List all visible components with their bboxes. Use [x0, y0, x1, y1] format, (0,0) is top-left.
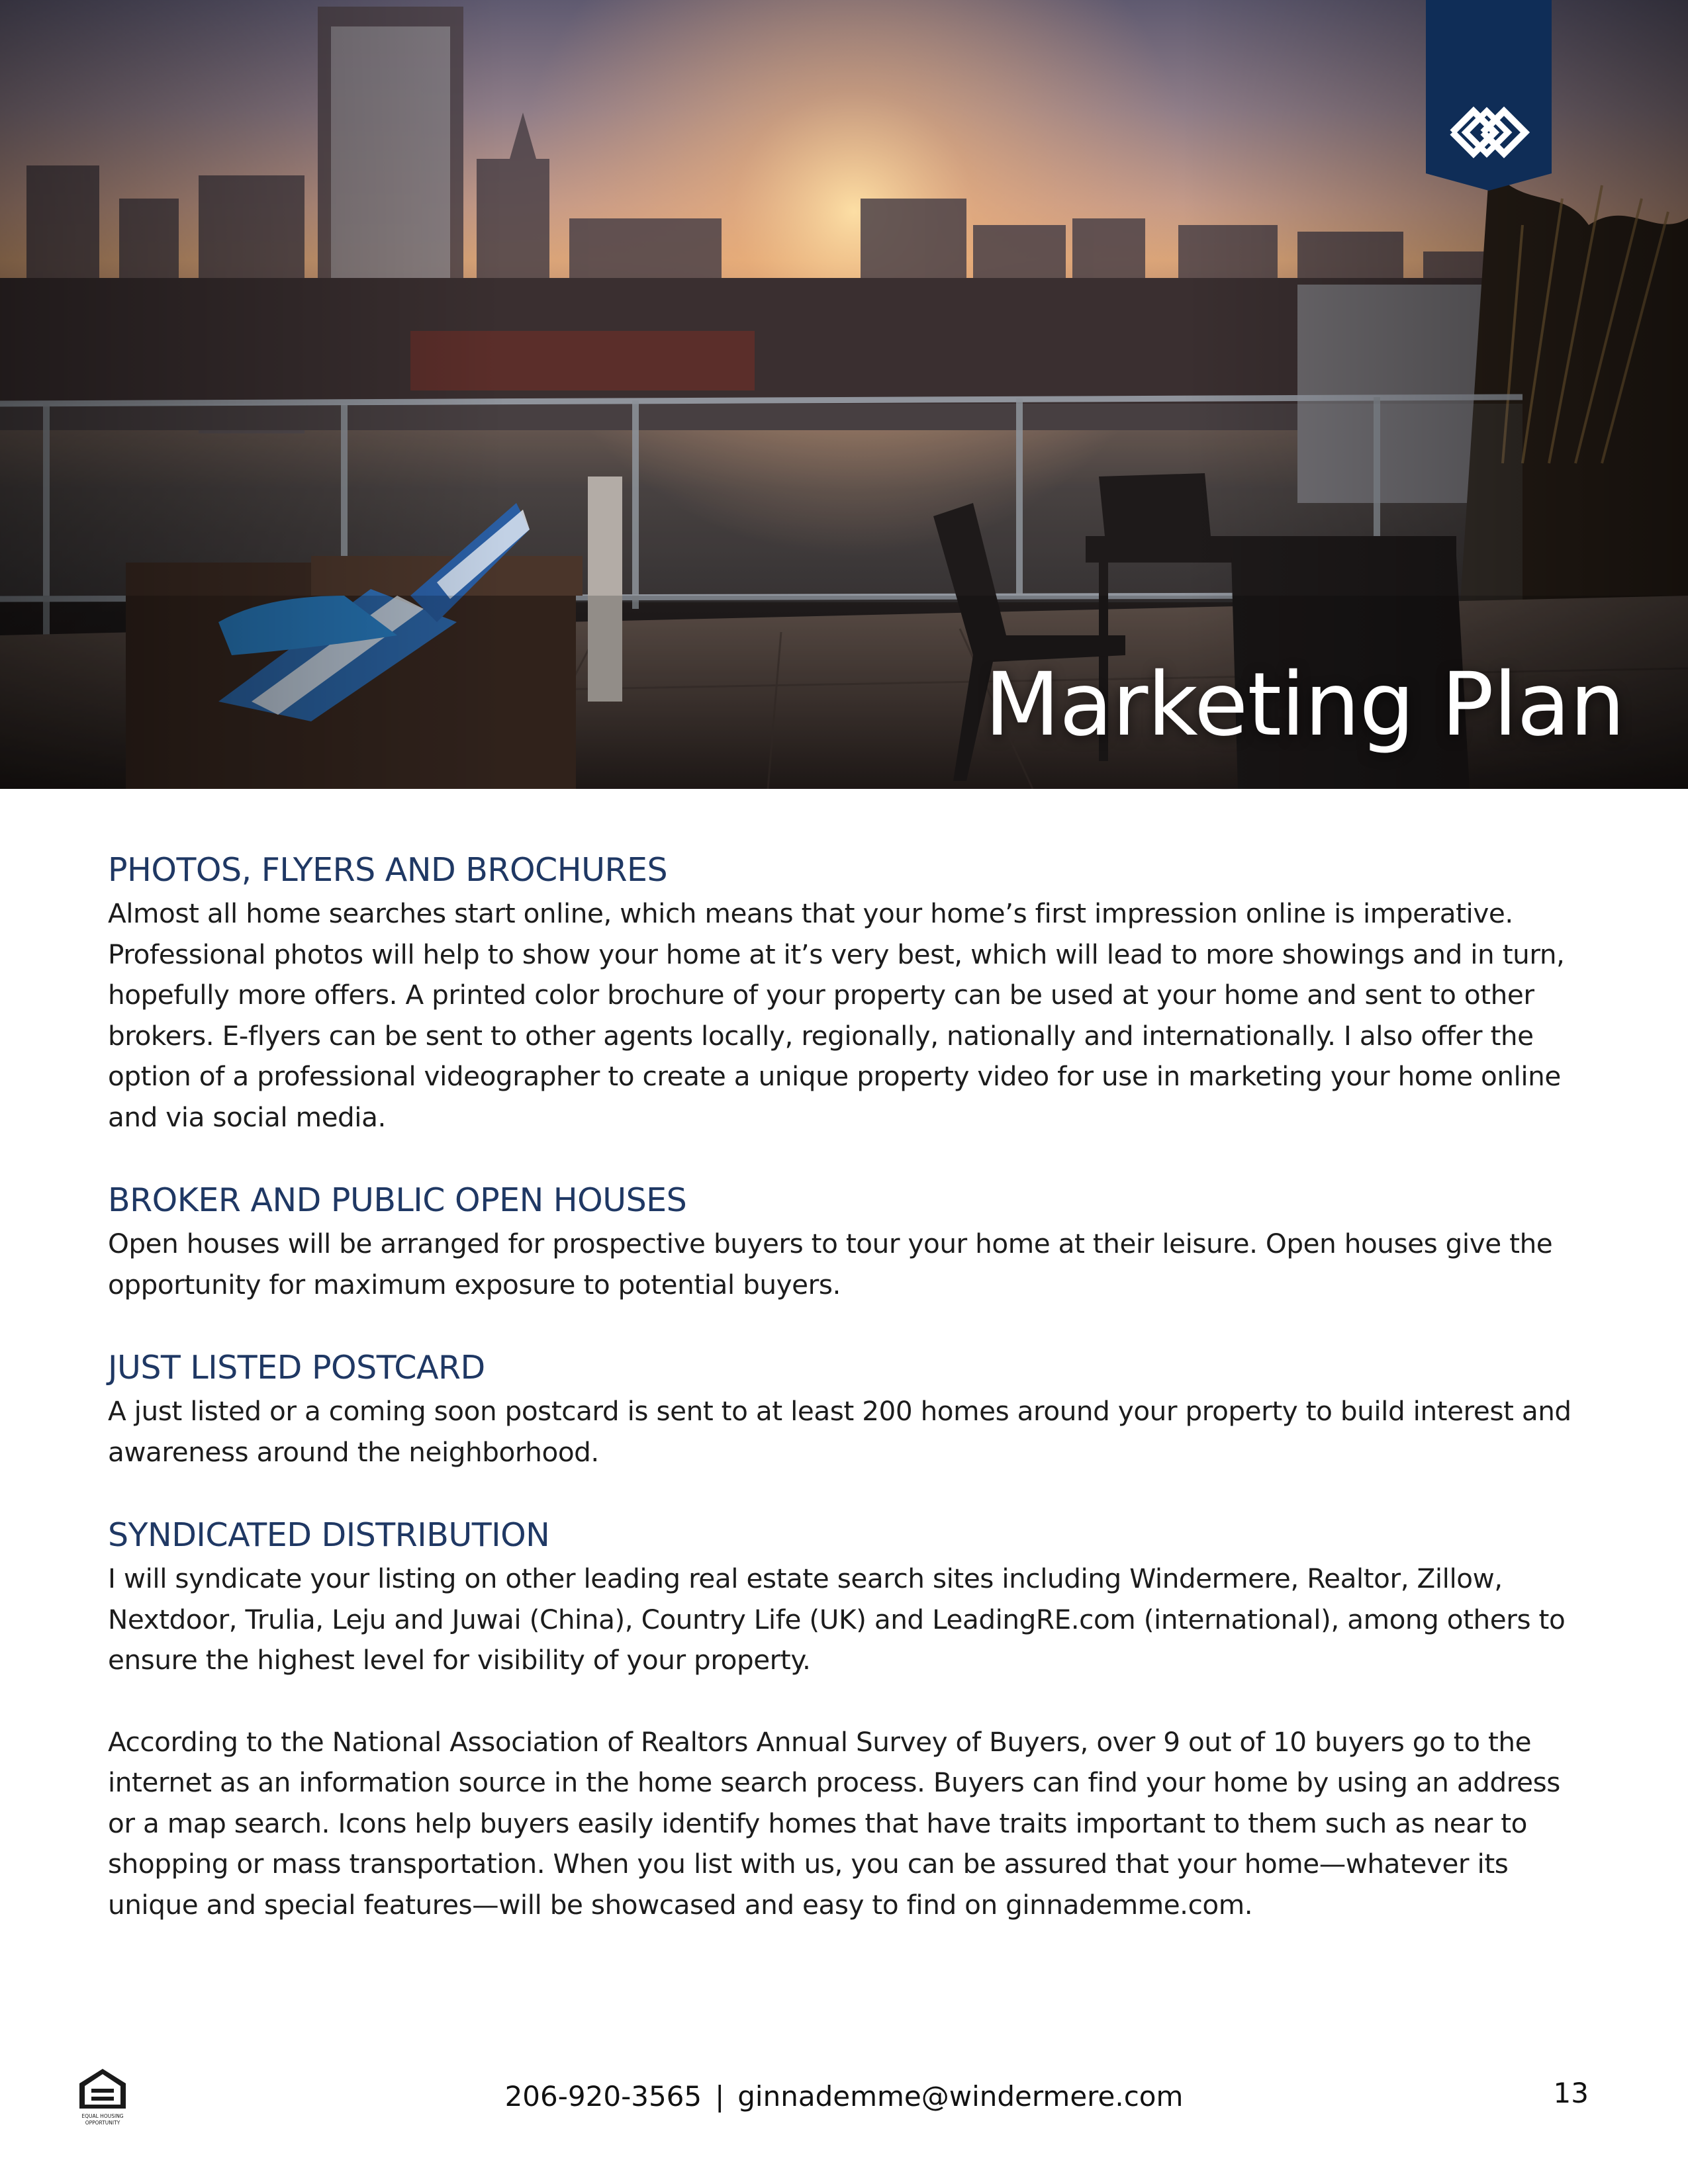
section-heading: JUST LISTED POSTCARD [108, 1349, 485, 1387]
section-body: Almost all home searches start online, which means that your home’s first impression online is imperative. Professional photos will help to show your home at it’s very best, which will lead to more showings and in turn, hopefully more offers. A printed color brochure of your property can be used at your home and sent to other brokers. E-flyers can be sent to other agents locally, regionally, nationally and internationally. I also offer the option of a professional videographer to create a unique property video for use in marketing your home online and via social media. [108, 897, 1565, 1133]
section-heading: PHOTOS, FLYERS AND BROCHURES [108, 851, 668, 889]
footer-phone: 206-920-3565 [504, 2080, 702, 2113]
page-number: 13 [1553, 2077, 1589, 2109]
equal-housing-text: EQUAL HOUSING [81, 2113, 124, 2119]
svg-text:OPPORTUNITY: OPPORTUNITY [85, 2120, 120, 2126]
section-heading: BROKER AND PUBLIC OPEN HOUSES [108, 1181, 687, 1219]
closing-section [108, 1722, 1584, 1926]
section-syndicated-distribution [108, 1514, 1584, 1681]
section-body: A just listed or a coming soon postcard is sent to at least 200 homes around your property to build interest and awareness around the neighborhood. [108, 1395, 1571, 1468]
section-body: I will syndicate your listing on other leading real estate search sites including Windermere, Realtor, Zillow, Nextdoor, Trulia, Leju and Juwai (China), Country Life (UK) and LeadingRE.com (international), among others to ensure the highest level for visibility of your property. [108, 1563, 1566, 1676]
marketing-plan-content [108, 848, 1584, 1966]
section-body: Open houses will be arranged for prospective buyers to tour your home at their leisure. Open houses give the opportunity for maximum exposure to potential buyers. [108, 1228, 1553, 1300]
section-open-houses [108, 1179, 1584, 1305]
section-just-listed-postcard [108, 1346, 1584, 1473]
page-title: Marketing Plan [984, 654, 1624, 756]
footer-contact [0, 2078, 1688, 2115]
footer-email[interactable]: ginnademme@windermere.com [737, 2080, 1184, 2113]
section-heading: SYNDICATED DISTRIBUTION [108, 1516, 550, 1554]
windermere-logo-icon [1426, 0, 1552, 191]
section-photos-flyers-brochures [108, 848, 1584, 1138]
closing-paragraph: According to the National Association of Realtors Annual Survey of Buyers, over 9 out of 10 buyers go to the internet as an information source in the home search process. Buyers can find your home by using an address or a map search. Icons help buyers easily identify homes that have traits important to them such as near to shopping or mass transportation. When you list with us, you can be assured that your home—whatever its unique and special features—will be showcased and easy to find on ginnademme.com. [108, 1725, 1560, 1921]
footer-separator: | [715, 2080, 725, 2113]
